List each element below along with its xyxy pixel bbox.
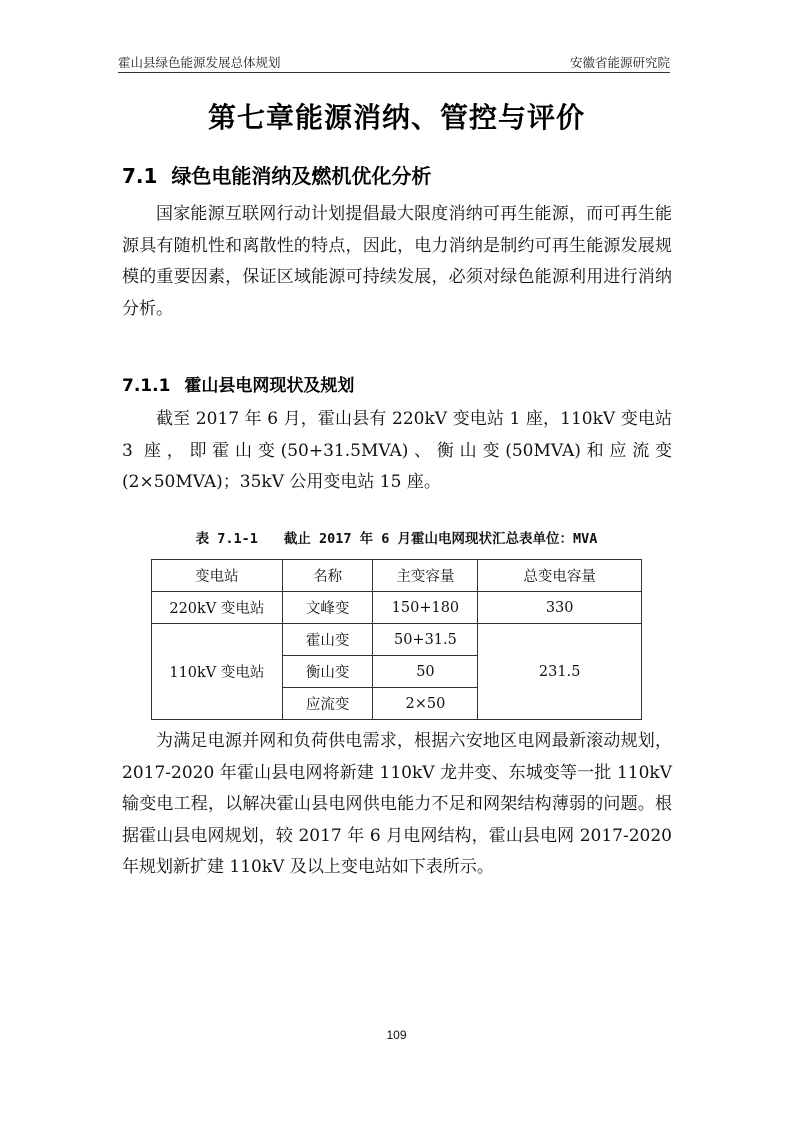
section-number: 7.1.1 bbox=[122, 376, 171, 396]
table-header-cell: 名称 bbox=[282, 560, 373, 592]
section-heading-7-1-1 bbox=[122, 371, 354, 396]
section-paragraph: 截至 2017 年 6 月，霍山县有 220kV 变电站 1 座，110kV 变电站 3 座，即霍山变(50+31.5MVA)、衡山变(50MVA)和应流变(2×50MVA)；35kV 公用变电站 15 座。 bbox=[122, 409, 672, 492]
substation-table bbox=[151, 559, 642, 720]
chapter-title: 第七章能源消纳、管控与评价 bbox=[207, 101, 585, 134]
table-cell: 50+31.5 bbox=[373, 624, 478, 656]
table-caption bbox=[0, 527, 793, 547]
section-title: 霍山县电网现状及规划 bbox=[184, 376, 355, 396]
table-cell: 110kV 变电站 bbox=[152, 624, 283, 720]
table-row bbox=[152, 624, 642, 656]
table-cell: 2×50 bbox=[373, 688, 478, 720]
table-cell: 330 bbox=[478, 592, 642, 624]
table-cell: 50 bbox=[373, 656, 478, 688]
table-header-cell: 总变电容量 bbox=[478, 560, 642, 592]
table-cell: 衡山变 bbox=[282, 656, 373, 688]
table-cell: 231.5 bbox=[478, 624, 642, 720]
header-document-title: 霍山县绿色能源发展总体规划 bbox=[118, 55, 281, 70]
table-cell: 220kV 变电站 bbox=[152, 592, 283, 624]
header-organization: 安徽省能源研究院 bbox=[569, 55, 670, 70]
table-header-row bbox=[152, 560, 642, 592]
page-number: 109 bbox=[386, 1028, 407, 1042]
section-heading-7-1 bbox=[122, 160, 431, 189]
table-cell: 150+180 bbox=[373, 592, 478, 624]
table-cell: 文峰变 bbox=[282, 592, 373, 624]
section-paragraph: 国家能源互联网行动计划提倡最大限度消纳可再生能源，而可再生能源具有随机性和离散性的特点，因此，电力消纳是制约可再生能源发展规模的重要因素，保证区域能源可持续发展，必须对绿色能源利用进行消纳分析。 bbox=[122, 204, 672, 319]
table-header-cell: 变电站 bbox=[152, 560, 283, 592]
table-cell: 应流变 bbox=[282, 688, 373, 720]
section-number: 7.1 bbox=[122, 164, 158, 188]
section-title: 绿色电能消纳及燃机优化分析 bbox=[171, 164, 432, 188]
table-caption-title: 截止 2017 年 6 月霍山电网现状汇总表单位：MVA bbox=[283, 531, 598, 547]
page-header bbox=[118, 51, 670, 73]
header-divider bbox=[118, 72, 670, 73]
table-caption-number: 表 7.1-1 bbox=[195, 531, 258, 547]
table-cell: 霍山变 bbox=[282, 624, 373, 656]
table-row bbox=[152, 592, 642, 624]
table-header-cell: 主变容量 bbox=[373, 560, 478, 592]
closing-paragraph: 为满足电源并网和负荷供电需求，根据六安地区电网最新滚动规划，2017-2020 年霍山县电网将新建 110kV 龙井变、东城变等一批 110kV 输变电工程，以解决霍山县电网供电能力不足和网架结构薄弱的问题。根据霍山县电网规划，较 2017 年 6 月电网结构，霍山县电网 2017-2020 年规划新扩建 110kV 及以上变电站如下表所示。 bbox=[122, 731, 672, 877]
